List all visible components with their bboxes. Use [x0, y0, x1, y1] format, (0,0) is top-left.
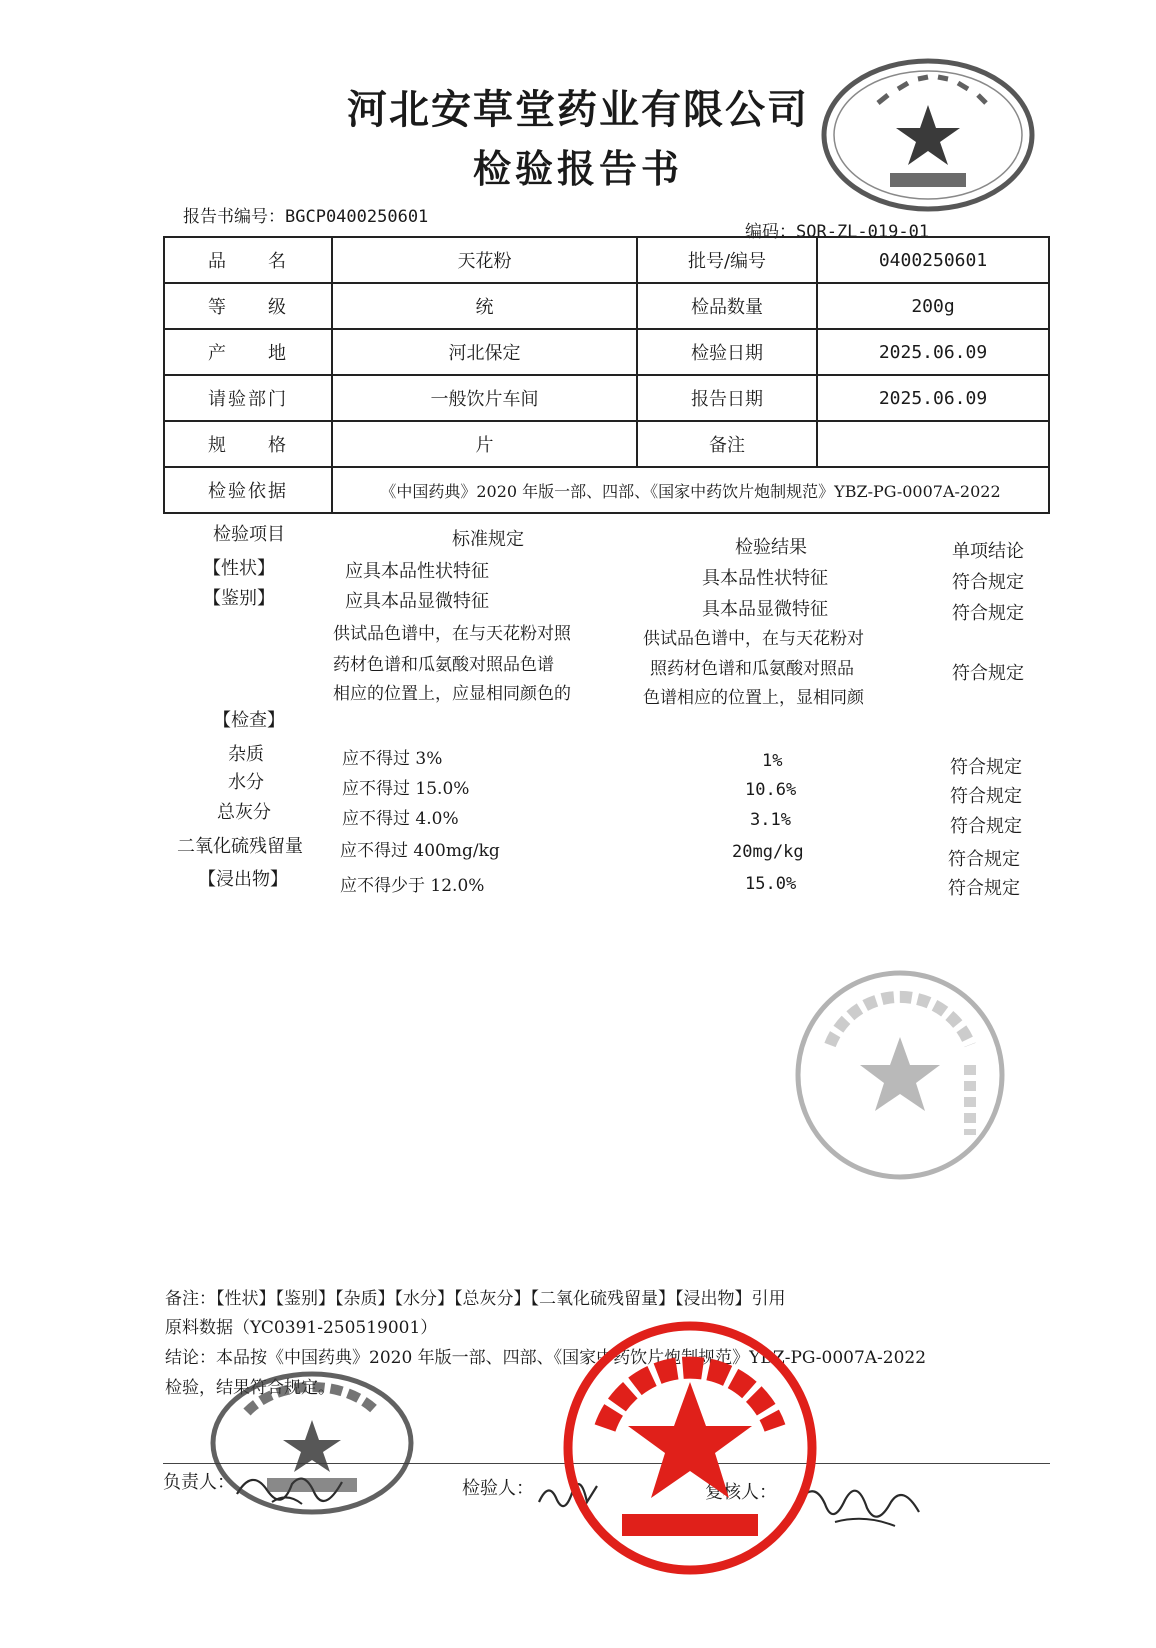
- item-so2: 二氧化硫残留量: [177, 836, 303, 857]
- std-jianbie: 应具本品显微特征: [345, 591, 489, 612]
- batch-label: 批号/编号: [637, 237, 817, 283]
- std-tlc-line2: 药材色谱和瓜氨酸对照品色谱: [333, 655, 554, 675]
- con-tlc: 符合规定: [952, 663, 1024, 684]
- dept-label: 请验部门: [164, 375, 332, 421]
- form-code: 编码：SOR-ZL-019-01: [745, 222, 930, 242]
- std-jinchuwu: 应不得少于 12.0%: [340, 876, 485, 896]
- report-date-label: 报告日期: [637, 375, 817, 421]
- responsible-label: 负责人：: [163, 1472, 235, 1493]
- quality-seal-middle: [790, 965, 1010, 1185]
- dept-value: 一般饮片车间: [332, 375, 637, 421]
- document-title: 检验报告书: [472, 146, 683, 191]
- quality-seal-red: [560, 1318, 820, 1578]
- res-zazhi: 1%: [762, 751, 783, 771]
- spec-value: 片: [332, 421, 637, 467]
- item-jiancha: 【检查】: [213, 710, 285, 731]
- inspector-label: 检验人：: [462, 1478, 534, 1499]
- basis-label: 检验依据: [164, 467, 332, 513]
- conclusion-line2: 检验，结果符合规定。: [165, 1378, 335, 1398]
- res-jinchuwu: 15.0%: [745, 874, 797, 894]
- res-tlc-line3: 色谱相应的位置上，显相同颜: [643, 688, 864, 708]
- con-jinchuwu: 符合规定: [948, 878, 1020, 899]
- origin-value: 河北保定: [332, 329, 637, 375]
- grade-value: 统: [332, 283, 637, 329]
- res-so2: 20mg/kg: [732, 842, 804, 862]
- item-zazhi: 杂质: [228, 744, 264, 765]
- product-label: 品 名: [164, 237, 332, 283]
- test-date-value: 2025.06.09: [817, 329, 1049, 375]
- col-conclusion-header: 单项结论: [952, 541, 1024, 562]
- item-jinchuwu: 【浸出物】: [198, 869, 288, 890]
- test-date-label: 检验日期: [637, 329, 817, 375]
- remark-line1: 备注：【性状】【鉴别】【杂质】【水分】【总灰分】【二氧化硫残留量】【浸出物】引用: [165, 1289, 786, 1309]
- con-so2: 符合规定: [948, 849, 1020, 870]
- con-zonghuifen: 符合规定: [950, 816, 1022, 837]
- inspection-seal-top: [818, 55, 1038, 215]
- res-jianbie: 具本品显微特征: [702, 599, 828, 620]
- company-title: 河北安草堂药业有限公司: [347, 86, 809, 133]
- qty-label: 检品数量: [637, 283, 817, 329]
- std-zazhi: 应不得过 3%: [342, 749, 443, 769]
- std-shuifen: 应不得过 15.0%: [342, 779, 470, 799]
- qty-value: 200g: [817, 283, 1049, 329]
- col-standard-header: 标准规定: [452, 529, 524, 550]
- con-jianbie: 符合规定: [952, 603, 1024, 624]
- res-xingzhuang: 具本品性状特征: [702, 568, 828, 589]
- remark-label: 备注: [637, 421, 817, 467]
- spec-label: 规 格: [164, 421, 332, 467]
- inspection-seal-bottom: [207, 1368, 417, 1518]
- grade-label: 等 级: [164, 283, 332, 329]
- res-tlc-line2: 照药材色谱和瓜氨酸对照品: [650, 659, 854, 679]
- std-so2: 应不得过 400mg/kg: [340, 841, 500, 861]
- batch-value: 0400250601: [817, 237, 1049, 283]
- res-zonghuifen: 3.1%: [750, 810, 791, 830]
- std-xingzhuang: 应具本品性状特征: [345, 561, 489, 582]
- item-shuifen: 水分: [228, 772, 264, 793]
- std-zonghuifen: 应不得过 4.0%: [342, 809, 459, 829]
- report-date-value: 2025.06.09: [817, 375, 1049, 421]
- report-number: 报告书编号：BGCP0400250601: [183, 207, 429, 227]
- std-tlc-line1: 供试品色谱中，在与天花粉对照: [333, 624, 571, 644]
- item-jianbie: 【鉴别】: [203, 588, 275, 609]
- res-shuifen: 10.6%: [745, 780, 797, 800]
- con-xingzhuang: 符合规定: [952, 572, 1024, 593]
- basis-value: 《中国药典》2020 年版一部、四部、《国家中药饮片炮制规范》YBZ-PG-0007A-2022: [332, 467, 1049, 513]
- product-value: 天花粉: [332, 237, 637, 283]
- col-result-header: 检验结果: [735, 537, 807, 558]
- res-tlc-line1: 供试品色谱中，在与天花粉对: [643, 629, 864, 649]
- std-tlc-line3: 相应的位置上，应显相同颜色的: [333, 684, 571, 704]
- conclusion-line1: 结论：本品按《中国药典》2020 年版一部、四部、《国家中药饮片炮制规范》YBZ-PG-0007A-2022: [165, 1348, 927, 1368]
- reviewer-label: 复核人：: [705, 1482, 777, 1503]
- item-xingzhuang: 【性状】: [203, 558, 275, 579]
- origin-label: 产 地: [164, 329, 332, 375]
- con-shuifen: 符合规定: [950, 786, 1022, 807]
- item-zonghuifen: 总灰分: [217, 802, 271, 823]
- remark-line2: 原料数据（YC0391-250519001）: [165, 1318, 438, 1338]
- remark-value: [817, 421, 1049, 467]
- col-item-header: 检验项目: [213, 524, 285, 545]
- con-zazhi: 符合规定: [950, 757, 1022, 778]
- info-table: [163, 236, 1050, 514]
